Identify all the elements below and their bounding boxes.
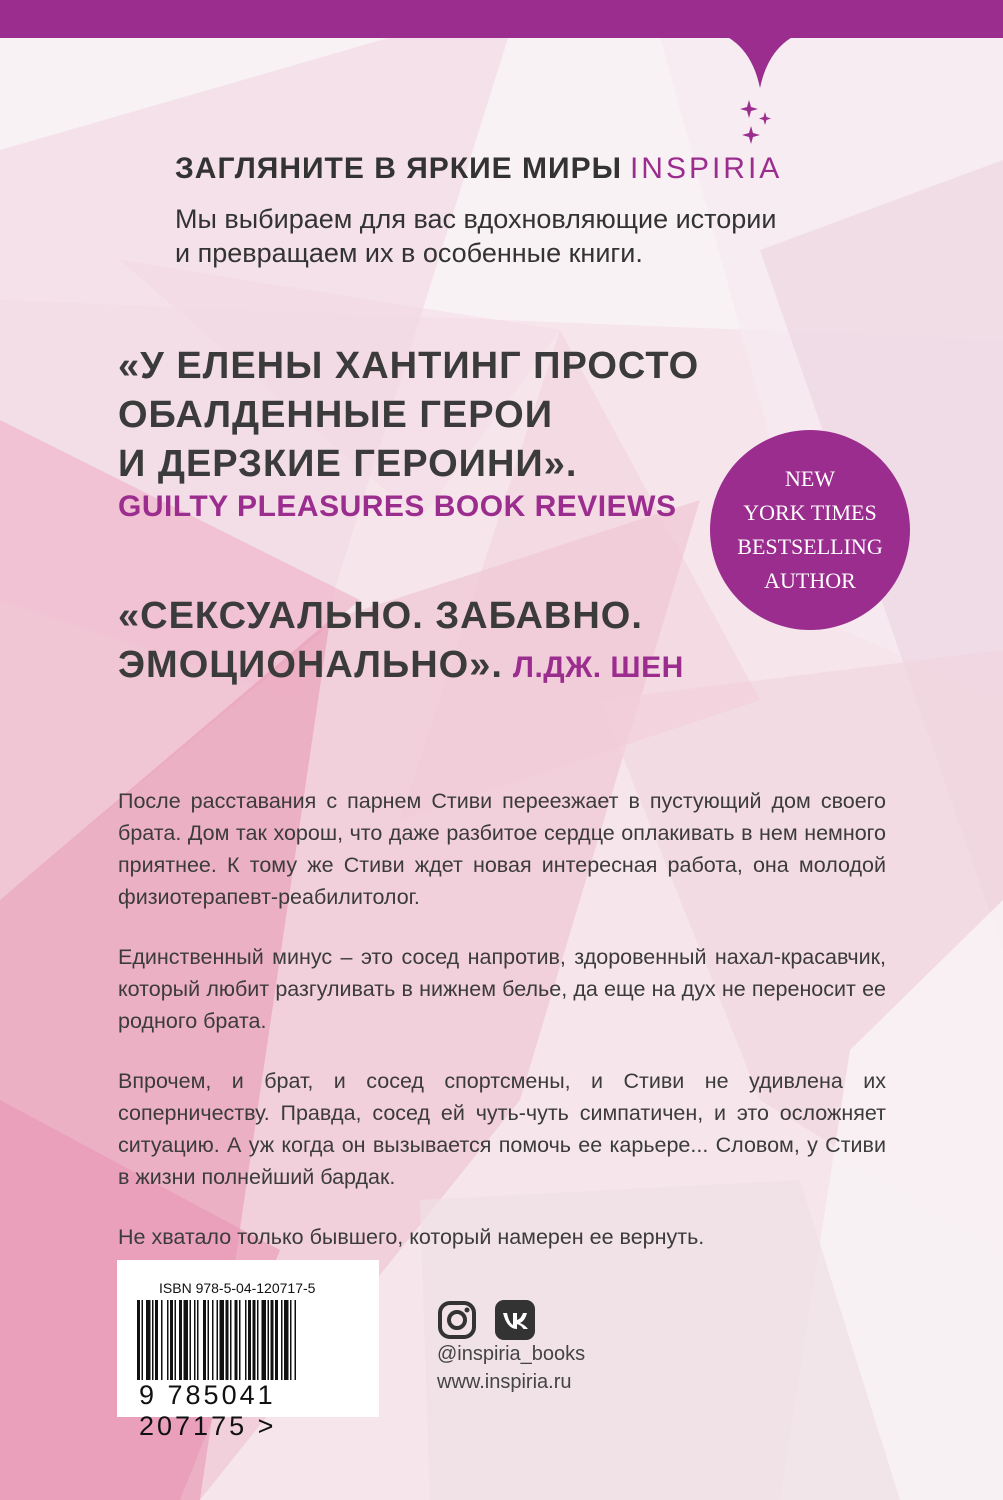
badge-line-2: YORK TIMES bbox=[743, 500, 877, 525]
badge-line-1: NEW bbox=[784, 466, 836, 491]
sparkle-icon bbox=[735, 96, 775, 146]
promo-subtitle bbox=[175, 202, 776, 270]
quote2-line-2-wrap bbox=[118, 641, 684, 692]
quote2-line-1: «СЕКСУАЛЬНО. ЗАБАВНО. bbox=[118, 595, 643, 637]
isbn-digits: 9 785041 207175 > bbox=[139, 1380, 277, 1441]
description-paragraph-2: Единственный минус – это сосед напротив, здоровенный нахал-красавчик, который любит разгуливать в нижнем белье, да еще на дух не переносит ее родного брата. bbox=[118, 945, 886, 1033]
review-quote-2 bbox=[118, 592, 684, 692]
quote2-line-2: ЭМОЦИОНАЛЬНО». bbox=[118, 644, 503, 686]
top-notch-shape bbox=[710, 30, 810, 88]
vk-icon[interactable] bbox=[495, 1300, 535, 1340]
description-paragraph-1: После расставания с парнем Стиви переезжает в пустующий дом своего брата. Дом так хорош, что даже разбитое сердце оплакивать в нем немного приятнее. К тому же Стиви ждет новая интересная работа, она молодой физиотерапевт-реабилитолог. bbox=[118, 789, 886, 909]
barcode bbox=[137, 1300, 359, 1380]
badge-line-4: AUTHOR bbox=[764, 568, 856, 593]
description-paragraph-4: Не хватало только бывшего, который намерен ее вернуть. bbox=[118, 1225, 705, 1249]
book-description bbox=[118, 785, 886, 1281]
heading-text: ЗАГЛЯНИТЕ В ЯРКИЕ МИРЫ bbox=[175, 152, 622, 185]
isbn-label: ISBN 978-5-04-120717-5 bbox=[159, 1280, 316, 1296]
quote1-line-2: ОБАЛДЕННЫЕ ГЕРОИ bbox=[118, 394, 554, 436]
brand-name: INSPIRIA bbox=[629, 152, 783, 185]
website-link[interactable]: www.inspiria.ru bbox=[437, 1371, 572, 1393]
quote2-source: Л.ДЖ. ШЕН bbox=[512, 651, 684, 684]
subtitle-line-1: Мы выбираем для вас вдохновляющие истории bbox=[175, 204, 777, 234]
subtitle-line-2: и превращаем их в особенные книги. bbox=[175, 238, 643, 268]
badge-line-3: BESTSELLING bbox=[737, 534, 883, 559]
promo-heading bbox=[175, 152, 782, 186]
bestseller-badge bbox=[710, 430, 910, 630]
review-quote-1 bbox=[118, 342, 699, 489]
instagram-icon[interactable] bbox=[437, 1300, 477, 1340]
social-icons bbox=[437, 1300, 535, 1340]
isbn-barcode-box bbox=[117, 1260, 379, 1441]
social-handles bbox=[437, 1340, 585, 1396]
quote1-line-1: «У ЕЛЕНЫ ХАНТИНГ ПРОСТО bbox=[118, 345, 700, 387]
social-handle[interactable]: @inspiria_books bbox=[437, 1343, 586, 1365]
description-paragraph-3: Впрочем, и брат, и сосед спортсмены, и Стиви не удивлена их соперничеству. Правда, сосед ей чуть-чуть симпатичен, и это осложняет ситуацию. А уж когда он вызывается помочь ее карьере... Словом, у Стиви в жизни полнейший бардак. bbox=[118, 1069, 886, 1189]
quote1-line-3: И ДЕРЗКИЕ ГЕРОИНИ». bbox=[118, 443, 578, 485]
top-bar bbox=[0, 0, 1003, 38]
quote1-source: GUILTY PLEASURES BOOK REVIEWS bbox=[118, 490, 677, 523]
